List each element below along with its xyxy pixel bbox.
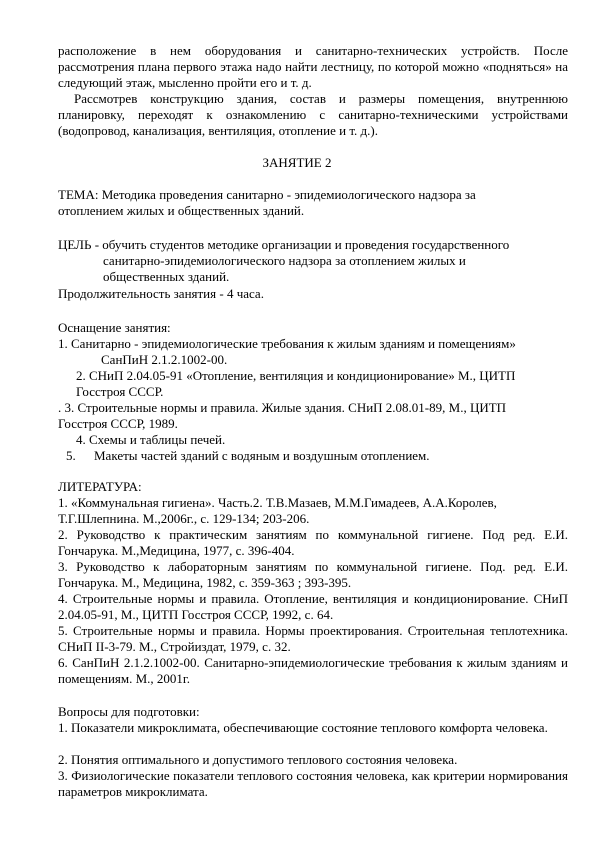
literature-item-3: 3. Руководство к лабораторным занятиям по коммунальной гигиене. Под. ред. Е.И. Гончарука. М., Медицина, 1982, с. 359-363 ; 393-395.	[58, 559, 568, 590]
duration: Продолжительность занятия - 4 часа.	[58, 286, 264, 301]
question-2: 2. Понятия оптимального и допустимого теплового состояния человека.	[58, 752, 458, 767]
goal-line-2: санитарно-эпидемиологического надзора за отоплением жилых и	[103, 253, 466, 268]
equipment-item-3: . 3. Строительные нормы и правила. Жилые здания. СНиП 2.08.01-89, М., ЦИТП	[58, 400, 507, 415]
equipment-item-2-cont: Госстроя СССР.	[76, 384, 164, 399]
intro-paragraph-1: расположение в нем оборудования и санитарно-технических устройств. После рассмотрения плана первого этажа надо найти лестницу, по которой можно «подняться» на следующий этаж, мысленно пройти его и т. д.	[58, 43, 568, 90]
literature-item-1-cont: Т.Г.Шлепнина. М.,2006г., с. 129-134; 203-206.	[58, 511, 310, 526]
question-3: 3. Физиологические показатели теплового состояния человека, как критерии нормирования параметров микроклимата.	[58, 768, 568, 799]
equipment-item-1-cont: СанПиН 2.1.2.1002-00.	[101, 352, 228, 367]
literature-item-4: 4. Строительные нормы и правила. Отопление, вентиляция и кондиционирование. СНиП 2.04.05-91, М., ЦИТП Госстроя СССР, 1992, с. 64.	[58, 591, 568, 622]
lesson-title: ЗАНЯТИЕ 2	[262, 155, 332, 170]
equipment-item-4: 4. Схемы и таблицы печей.	[76, 432, 226, 447]
equipment-item-5: Макеты частей зданий с водяным и воздушным отоплением.	[94, 448, 430, 463]
equipment-item-1: 1. Санитарно - эпидемиологические требования к жилым зданиям и помещениям»	[58, 336, 516, 351]
intro-paragraph-2: Рассмотрев конструкцию здания, состав и размеры помещения, внутреннюю планировку, переходят к ознакомлению с санитарно-техническими устройствами (водопровод, канализация, вентиляция, отопление и т. д.).	[58, 91, 568, 138]
literature-heading: ЛИТЕРАТУРА:	[58, 479, 142, 494]
equipment-item-2: 2. СНиП 2.04.05-91 «Отопление, вентиляция и кондиционирование» М., ЦИТП	[76, 368, 516, 383]
literature-item-1: 1. «Коммунальная гигиена». Часть.2. Т.В.Мазаев, М.М.Гимадеев, А.А.Королев,	[58, 495, 497, 510]
literature-item-2: 2. Руководство к практическим занятиям по коммунальной гигиене. Под ред. Е.И. Гончарука. М.,Медицина, 1977, с. 396-404.	[58, 527, 568, 558]
question-1: 1. Показатели микроклимата, обеспечивающие состояние теплового комфорта человека.	[58, 720, 548, 735]
tema-line-2: отоплением жилых и общественных зданий.	[58, 203, 305, 218]
questions-heading: Вопросы для подготовки:	[58, 704, 200, 719]
equipment-item-5-number: 5.	[66, 448, 76, 463]
equipment-heading: Оснащение занятия:	[58, 320, 171, 335]
equipment-item-3-cont: Госстроя СССР, 1989.	[58, 416, 178, 431]
literature-item-5: 5. Строительные нормы и правила. Нормы проектирования. Строительная теплотехника. СНиП II-3-79. М., Стройиздат, 1979, с. 32.	[58, 623, 568, 654]
literature-item-6: 6. СанПиН 2.1.2.1002-00. Санитарно-эпидемиологические требования к жилым зданиям и помещениям. М., 2001г.	[58, 655, 568, 686]
goal-line-1: ЦЕЛЬ - обучить студентов методике организации и проведения государственного	[58, 237, 510, 252]
tema-line-1: ТЕМА: Методика проведения санитарно - эпидемиологического надзора за	[58, 187, 476, 202]
goal-line-3: общественных зданий.	[103, 269, 230, 284]
